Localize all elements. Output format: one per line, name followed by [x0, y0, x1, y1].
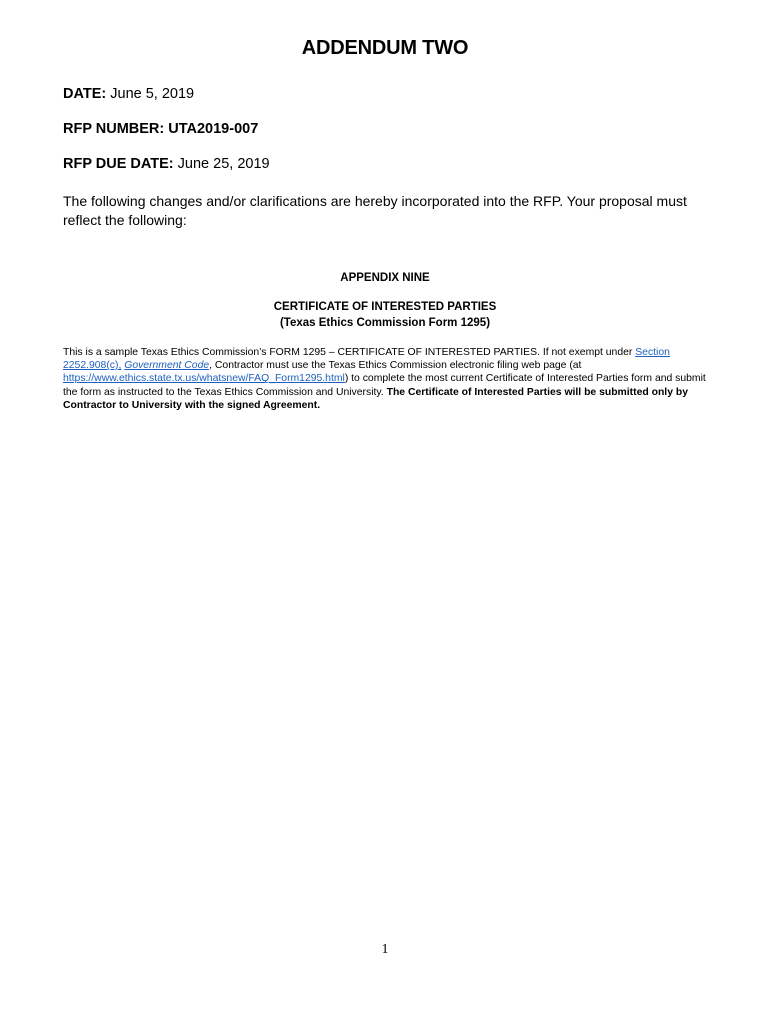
certificate-title: CERTIFICATE OF INTERESTED PARTIES — [273, 301, 497, 313]
document-title: ADDENDUM TWO — [301, 37, 469, 59]
rfp-number-value: UTA2019-007 — [168, 121, 259, 137]
intro-paragraph — [63, 192, 713, 230]
government-code-link[interactable]: Government Code — [124, 360, 210, 372]
section-link[interactable]: Section 2252.908(c), — [63, 347, 670, 372]
rfp-due-date-label: RFP DUE DATE: — [63, 156, 174, 172]
rfp-due-date-line — [63, 156, 270, 172]
paragraph-text-1: This is a sample Texas Ethics Commission’s FORM 1295 – CERTIFICATE OF INTERESTED PARTIES. If not exempt under — [63, 347, 633, 358]
paragraph-bold-text: The Certificate of Interested Parties will be submitted only by Contractor to University with the signed Agreement. — [63, 386, 688, 411]
page-number: 1 — [381, 942, 389, 957]
paragraph-text-2: , Contractor must use the Texas Ethics Commission electronic filing web page (at — [209, 360, 582, 372]
ethics-url-link[interactable]: https://www.ethics.state.tx.us/whatsnew/FAQ_Form1295.html — [63, 373, 345, 385]
rfp-number-label: RFP NUMBER: — [63, 121, 165, 137]
paragraph-text-4: and submit the form as instructed to the Texas Ethics Commission and University. — [63, 373, 706, 398]
rfp-due-date-value: June 25, 2019 — [177, 156, 270, 172]
appendix-heading: APPENDIX NINE — [340, 272, 430, 284]
paragraph-text-3: ) to complete the most current Certificate of Interested Parties form — [344, 373, 653, 385]
certificate-paragraph — [63, 346, 711, 412]
intro-line-2: reflect the following: — [63, 212, 187, 228]
rfp-number-line — [63, 121, 258, 137]
date-value: June 5, 2019 — [110, 86, 195, 102]
certificate-subtitle: (Texas Ethics Commission Form 1295) — [279, 317, 491, 329]
date-label: DATE: — [63, 86, 107, 102]
intro-line-1: The following changes and/or clarifications are hereby incorporated into the RFP. Your proposal must — [63, 193, 687, 209]
date-line — [63, 86, 194, 102]
